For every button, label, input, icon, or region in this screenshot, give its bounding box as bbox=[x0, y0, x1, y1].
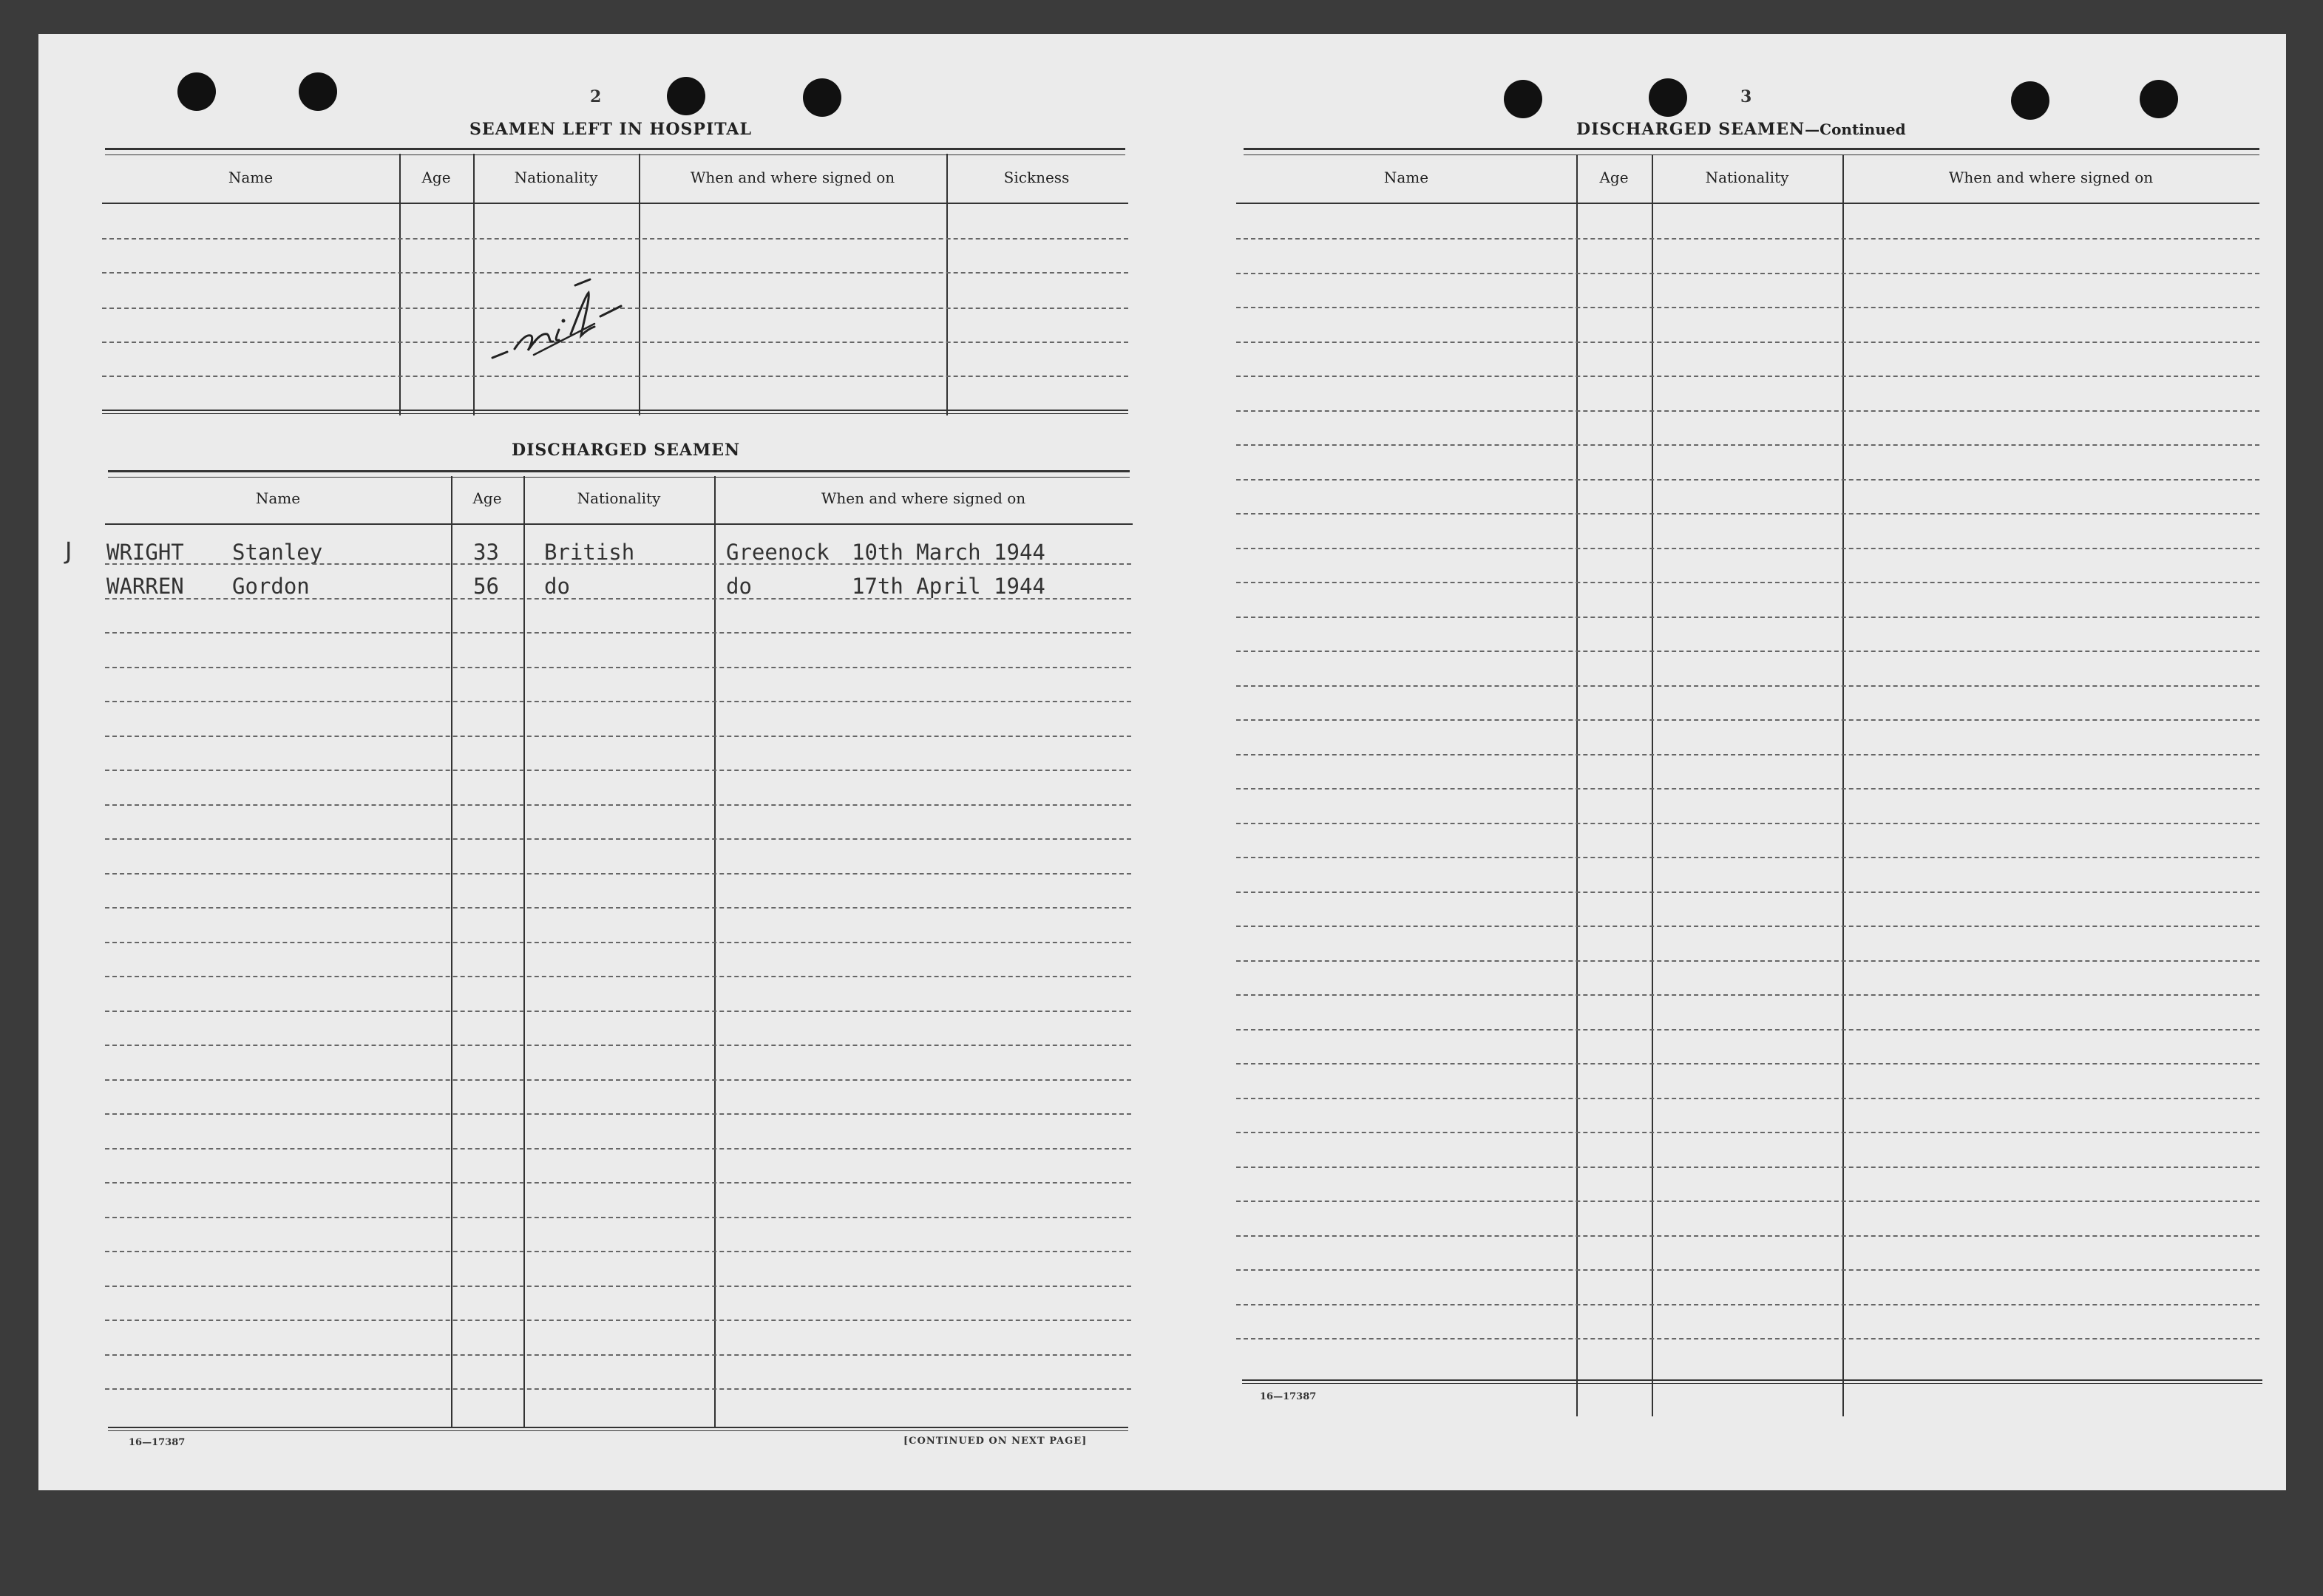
table-row-line bbox=[105, 976, 1131, 977]
table-row-line bbox=[105, 1045, 1131, 1046]
punch-hole-icon bbox=[1649, 78, 1687, 117]
discharged-surname: WRIGHT bbox=[106, 540, 184, 565]
right-form-code: 16—17387 bbox=[1260, 1391, 1317, 1402]
discharged-header-signed-on: When and where signed on bbox=[821, 489, 1026, 507]
table-row-line bbox=[105, 736, 1131, 737]
hospital-header-nationality: Nationality bbox=[514, 169, 598, 186]
table-row-line bbox=[105, 667, 1131, 668]
table-row-line bbox=[1236, 513, 2259, 515]
right-title-main: DISCHARGED SEAMEN bbox=[1576, 120, 1805, 139]
table-row-line bbox=[105, 1011, 1131, 1012]
table-row-line bbox=[105, 1320, 1131, 1321]
table-row-line bbox=[1236, 238, 2259, 240]
discharged-age: 56 bbox=[473, 574, 499, 599]
table-row-line bbox=[105, 1217, 1131, 1218]
hospital-header-sickness: Sickness bbox=[1003, 169, 1070, 186]
discharged-header-nationality: Nationality bbox=[577, 489, 661, 507]
table-row-line bbox=[105, 838, 1131, 840]
table-row-line bbox=[105, 1286, 1131, 1287]
table-row-line bbox=[1236, 444, 2259, 446]
discharged-given-name: Stanley bbox=[232, 540, 323, 565]
discharged-header-age: Age bbox=[472, 489, 502, 507]
punch-hole-icon bbox=[803, 78, 841, 117]
table-row-line bbox=[1236, 548, 2259, 549]
table-row-line bbox=[105, 1354, 1131, 1356]
discharged-nationality: do bbox=[544, 574, 570, 599]
table-row-line bbox=[105, 563, 1131, 565]
table-row-line bbox=[1236, 1167, 2259, 1168]
table-row-line bbox=[105, 701, 1131, 702]
hospital-header-name: Name bbox=[228, 169, 274, 186]
discharged-age: 33 bbox=[473, 540, 499, 565]
table-row-line bbox=[105, 1182, 1131, 1184]
right-header-age: Age bbox=[1599, 169, 1629, 186]
table-row-line bbox=[1236, 1029, 2259, 1030]
punch-hole-icon bbox=[2011, 81, 2049, 120]
punch-hole-icon bbox=[177, 72, 216, 111]
table-row-line bbox=[1236, 1235, 2259, 1237]
table-row-line bbox=[105, 1251, 1131, 1252]
punch-hole-icon bbox=[2140, 80, 2178, 118]
discharged-nationality: British bbox=[544, 540, 635, 565]
discharged-header-name: Name bbox=[255, 489, 301, 507]
handwritten-nil-text: nil bbox=[482, 263, 484, 264]
punch-hole-icon bbox=[299, 72, 337, 111]
right-page-number: 3 bbox=[1740, 87, 1752, 106]
table-row-line bbox=[1236, 719, 2259, 721]
table-row-line bbox=[105, 598, 1131, 600]
hospital-header-age: Age bbox=[421, 169, 451, 186]
table-row-line bbox=[105, 1148, 1131, 1150]
table-row-line bbox=[105, 1113, 1131, 1115]
table-row-line bbox=[1236, 754, 2259, 755]
table-row-line bbox=[1236, 1304, 2259, 1305]
discharged-given-name: Gordon bbox=[232, 574, 310, 599]
table-row-line bbox=[1236, 685, 2259, 687]
table-row-line bbox=[1236, 1201, 2259, 1202]
discharged-signed-place: do bbox=[726, 574, 752, 599]
discharged-surname: WARREN bbox=[106, 574, 184, 599]
table-row-line bbox=[1236, 617, 2259, 618]
table-row-line bbox=[1236, 307, 2259, 308]
right-header-name: Name bbox=[1383, 169, 1429, 186]
hospital-section-title: SEAMEN LEFT IN HOSPITAL bbox=[469, 120, 752, 139]
table-row-line bbox=[105, 942, 1131, 943]
table-row-line bbox=[105, 1388, 1131, 1390]
handwritten-nil-signature bbox=[482, 263, 630, 381]
left-form-code: 16—17387 bbox=[129, 1437, 186, 1448]
right-header-nationality: Nationality bbox=[1705, 169, 1789, 186]
table-row-line bbox=[1236, 926, 2259, 927]
table-row-line bbox=[1236, 994, 2259, 996]
table-row-line bbox=[105, 907, 1131, 909]
punch-hole-icon bbox=[667, 77, 705, 115]
hospital-header-signed-on: When and where signed on bbox=[690, 169, 895, 186]
table-row-line bbox=[105, 1079, 1131, 1081]
table-row-line bbox=[1236, 823, 2259, 824]
document-sheet bbox=[38, 34, 2286, 1490]
left-page-number: 2 bbox=[590, 87, 602, 106]
right-section-title bbox=[1576, 120, 1906, 139]
table-row-line bbox=[1236, 1338, 2259, 1339]
table-row-line bbox=[1236, 273, 2259, 274]
table-row-line bbox=[1236, 651, 2259, 652]
table-row-line bbox=[1236, 788, 2259, 789]
table-row-line bbox=[1236, 1063, 2259, 1064]
discharged-signed-place: Greenock bbox=[726, 540, 830, 565]
table-row-line bbox=[1236, 960, 2259, 962]
table-row-line bbox=[105, 804, 1131, 806]
table-row-line bbox=[1236, 892, 2259, 893]
table-row-line bbox=[1236, 1098, 2259, 1099]
table-row-line bbox=[1236, 582, 2259, 583]
right-header-signed-on: When and where signed on bbox=[1948, 169, 2154, 186]
table-row-line bbox=[105, 632, 1131, 634]
table-row-line bbox=[105, 873, 1131, 875]
table-row-line bbox=[1236, 410, 2259, 412]
table-row-line bbox=[1236, 376, 2259, 377]
continued-note: [CONTINUED ON NEXT PAGE] bbox=[903, 1436, 1088, 1447]
discharged-section-title: DISCHARGED SEAMEN bbox=[512, 441, 741, 460]
margin-check-mark: J bbox=[65, 537, 72, 565]
punch-hole-icon bbox=[1504, 80, 1542, 118]
discharged-signed-date: 17th April 1944 bbox=[852, 574, 1045, 599]
table-row-line bbox=[1236, 342, 2259, 343]
table-row-line bbox=[1236, 857, 2259, 858]
table-row-line bbox=[1236, 1269, 2259, 1271]
table-row-line bbox=[1236, 479, 2259, 481]
right-title-suffix: —Continued bbox=[1805, 120, 1906, 138]
table-row-line bbox=[1236, 1132, 2259, 1133]
discharged-signed-date: 10th March 1944 bbox=[852, 540, 1045, 565]
hospital-row-line bbox=[102, 238, 1128, 240]
table-row-line bbox=[105, 770, 1131, 771]
